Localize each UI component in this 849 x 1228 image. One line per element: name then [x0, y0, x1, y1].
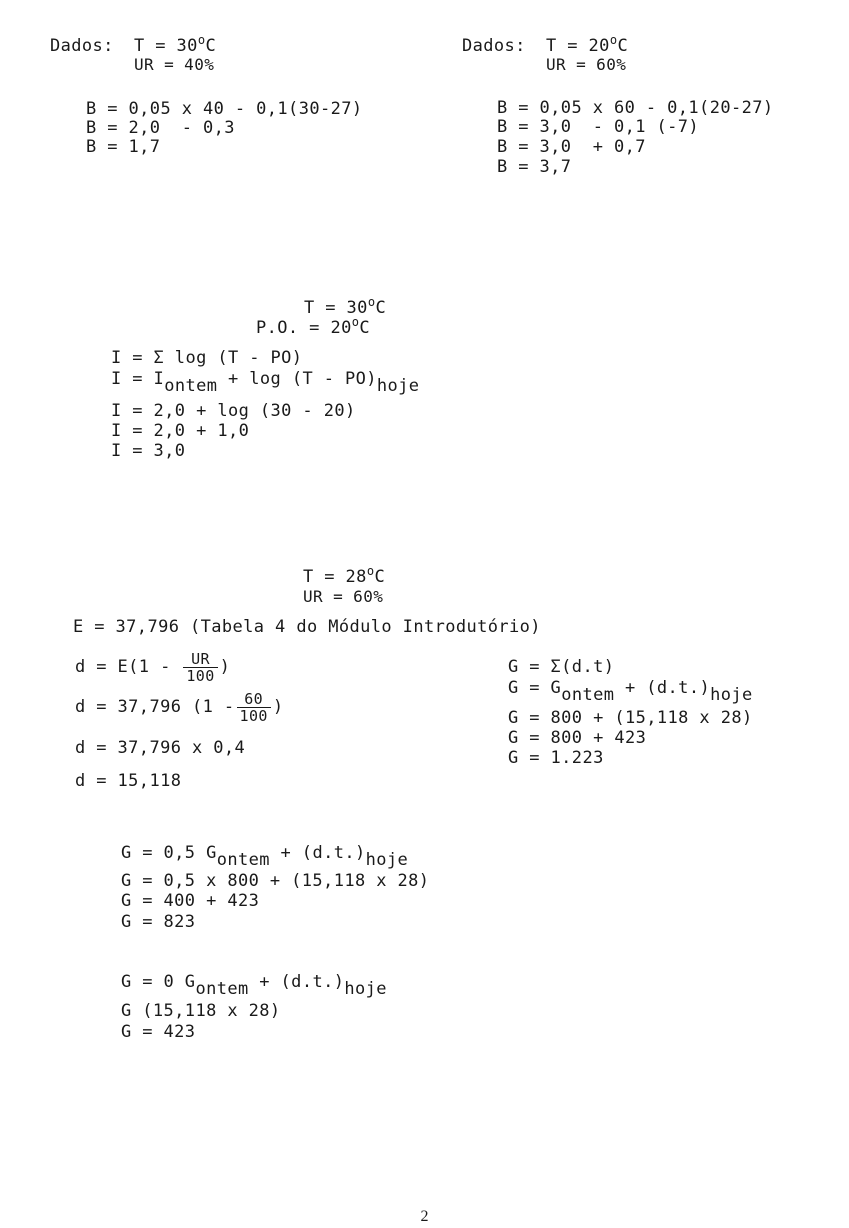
humidity-line-4: UR = 60%	[303, 587, 384, 606]
temperature-line-2: $T = 20^oC$	[546, 33, 629, 56]
equation-g-2: G = Gontem + (d.t.)hoje	[508, 678, 753, 705]
equation-b-4: B = 0,05 x 60 - 0,1(20-27)	[497, 98, 774, 118]
equation-g-4: G = 800 + 423	[508, 728, 647, 748]
equation-b-2: B = 2,0 - 0,3	[86, 118, 235, 138]
equation-i-1: I = Σ log (T - PO)	[111, 348, 303, 368]
dados-label-2: Dados:	[462, 36, 526, 56]
temperature-line-1: $T = 30^oC$	[134, 33, 217, 56]
equation-g-7: G = 0,5 x 800 + (15,118 x 28)	[121, 871, 430, 891]
equation-g-8: G = 400 + 423	[121, 891, 260, 911]
equation-i-4: I = 2,0 + 1,0	[111, 421, 250, 441]
humidity-line-2: UR = 60%	[546, 55, 627, 74]
equation-g-9: G = 823	[121, 912, 196, 932]
equation-i-2: I = Iontem + log (T - PO)hoje	[111, 369, 420, 396]
dados-label-1: Dados:	[50, 36, 114, 56]
equation-d-4: d = 15,118	[75, 771, 182, 791]
equation-d-1: d = E(1 - $\frac{UR}{100}$ )	[75, 649, 231, 685]
dew-point-line: P.O. = $20^oC$	[256, 315, 370, 338]
equation-i-5: I = 3,0	[111, 441, 186, 461]
page-number: 2	[420, 1208, 429, 1225]
equation-i-3: I = 2,0 + log (30 - 20)	[111, 401, 356, 421]
equation-d-2: d = 37,796 (1 - $\frac{60}{100}$ )	[75, 689, 284, 725]
equation-b-5: B = 3,0 - 0,1 (-7)	[497, 117, 700, 137]
equation-g-3: G = 800 + (15,118 x 28)	[508, 708, 753, 728]
equation-b-6: B = 3,0 + 0,7	[497, 137, 646, 157]
temperature-line-3: $T = 30^oC$	[304, 295, 387, 318]
equation-b-7: B = 3,7	[497, 157, 572, 177]
equation-b-3: B = 1,7	[86, 137, 161, 157]
equation-g-10: G = 0 Gontem + (d.t.)hoje	[121, 972, 387, 999]
equation-g-6: G = 0,5 Gontem + (d.t.)hoje	[121, 843, 409, 870]
humidity-line-1: UR = 40%	[134, 55, 215, 74]
equation-g-5: G = 1.223	[508, 748, 604, 768]
equation-e: E = 37,796 (Tabela 4 do Módulo Introdutório)	[73, 617, 541, 637]
temperature-line-4: $T = 28^oC$	[303, 564, 386, 587]
equation-g-1: G = Σ(d.t)	[508, 657, 615, 677]
fraction-ur-100: $\frac{UR}{100}$	[183, 651, 217, 684]
equation-b-1: B = 0,05 x 40 - 0,1(30-27)	[86, 99, 363, 119]
equation-d-3: d = 37,796 x 0,4	[75, 738, 246, 758]
equation-g-12: G = 423	[121, 1022, 196, 1042]
equation-g-11: G (15,118 x 28)	[121, 1001, 281, 1021]
fraction-60-100: $\frac{60}{100}$	[237, 691, 271, 724]
